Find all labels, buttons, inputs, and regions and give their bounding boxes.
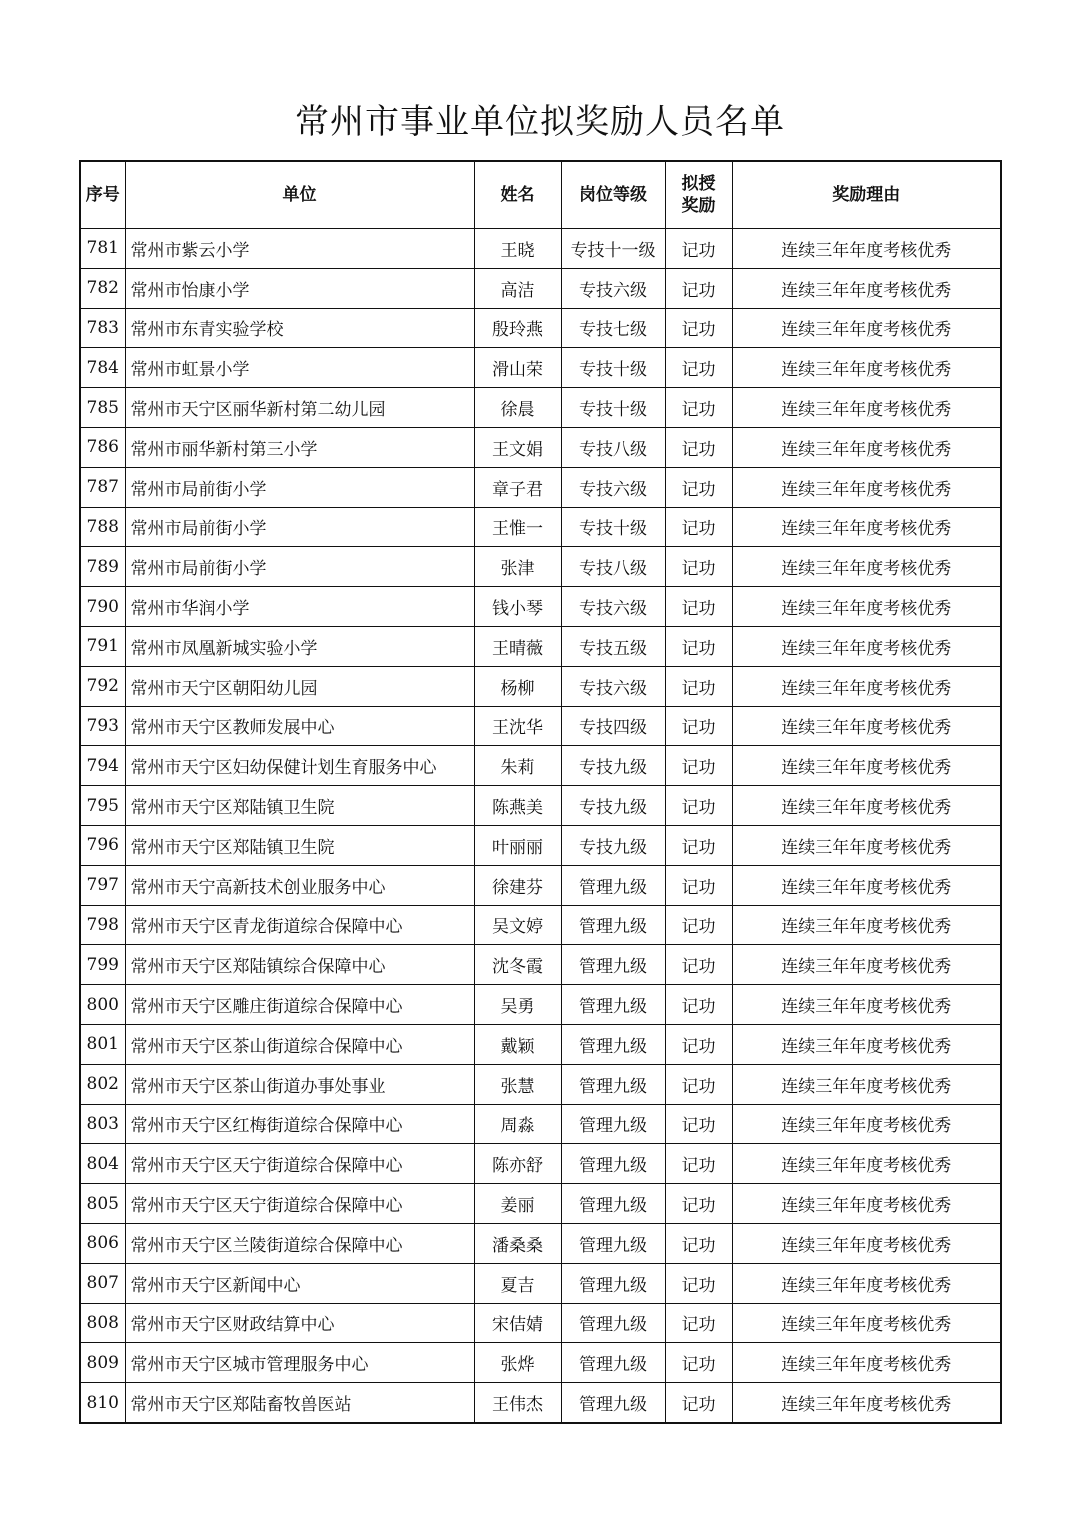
cell-award: 记功 bbox=[665, 1184, 732, 1224]
table-row bbox=[80, 348, 1001, 388]
table-row bbox=[80, 706, 1001, 746]
table-row bbox=[80, 587, 1001, 627]
cell-reason: 连续三年年度考核优秀 bbox=[732, 1223, 1001, 1263]
cell-award: 记功 bbox=[665, 905, 732, 945]
header-unit: 单位 bbox=[125, 161, 474, 229]
cell-seq: 808 bbox=[80, 1303, 125, 1343]
cell-award: 记功 bbox=[665, 1064, 732, 1104]
table-row bbox=[80, 427, 1001, 467]
cell-reason: 连续三年年度考核优秀 bbox=[732, 865, 1001, 905]
cell-unit: 常州市天宁区城市管理服务中心 bbox=[125, 1343, 474, 1383]
table-row bbox=[80, 229, 1001, 269]
table-header-row bbox=[80, 161, 1001, 229]
table-row bbox=[80, 626, 1001, 666]
header-award-line2: 奖励 bbox=[681, 196, 716, 216]
cell-grade: 管理九级 bbox=[561, 1223, 665, 1263]
cell-grade: 管理九级 bbox=[561, 865, 665, 905]
cell-seq: 798 bbox=[80, 905, 125, 945]
cell-unit: 常州市局前街小学 bbox=[125, 467, 474, 507]
cell-reason: 连续三年年度考核优秀 bbox=[732, 626, 1001, 666]
cell-seq: 789 bbox=[80, 547, 125, 587]
cell-reason: 连续三年年度考核优秀 bbox=[732, 388, 1001, 428]
table-row bbox=[80, 1383, 1001, 1423]
cell-grade: 管理九级 bbox=[561, 1383, 665, 1423]
cell-unit: 常州市天宁区茶山街道综合保障中心 bbox=[125, 1024, 474, 1064]
cell-name: 徐晨 bbox=[474, 388, 561, 428]
cell-grade: 专技八级 bbox=[561, 547, 665, 587]
cell-reason: 连续三年年度考核优秀 bbox=[732, 1104, 1001, 1144]
cell-reason: 连续三年年度考核优秀 bbox=[732, 905, 1001, 945]
cell-name: 宋佶婧 bbox=[474, 1303, 561, 1343]
cell-seq: 799 bbox=[80, 945, 125, 985]
cell-unit: 常州市局前街小学 bbox=[125, 547, 474, 587]
cell-seq: 787 bbox=[80, 467, 125, 507]
cell-name: 潘桑桑 bbox=[474, 1223, 561, 1263]
cell-grade: 管理九级 bbox=[561, 985, 665, 1025]
cell-name: 沈冬霞 bbox=[474, 945, 561, 985]
header-award-line1: 拟授 bbox=[681, 174, 716, 194]
cell-grade: 管理九级 bbox=[561, 1144, 665, 1184]
cell-seq: 786 bbox=[80, 427, 125, 467]
cell-reason: 连续三年年度考核优秀 bbox=[732, 1303, 1001, 1343]
cell-award: 记功 bbox=[665, 945, 732, 985]
cell-seq: 781 bbox=[80, 229, 125, 269]
table-row bbox=[80, 1343, 1001, 1383]
cell-award: 记功 bbox=[665, 587, 732, 627]
cell-unit: 常州市局前街小学 bbox=[125, 507, 474, 547]
cell-reason: 连续三年年度考核优秀 bbox=[732, 786, 1001, 826]
cell-grade: 管理九级 bbox=[561, 1184, 665, 1224]
cell-grade: 管理九级 bbox=[561, 1104, 665, 1144]
cell-reason: 连续三年年度考核优秀 bbox=[732, 945, 1001, 985]
cell-name: 夏吉 bbox=[474, 1263, 561, 1303]
cell-unit: 常州市天宁区郑陆镇卫生院 bbox=[125, 786, 474, 826]
cell-seq: 805 bbox=[80, 1184, 125, 1224]
cell-name: 叶丽丽 bbox=[474, 825, 561, 865]
cell-seq: 801 bbox=[80, 1024, 125, 1064]
cell-grade: 专技九级 bbox=[561, 786, 665, 826]
cell-grade: 管理九级 bbox=[561, 1064, 665, 1104]
cell-reason: 连续三年年度考核优秀 bbox=[732, 825, 1001, 865]
cell-name: 朱莉 bbox=[474, 746, 561, 786]
cell-seq: 795 bbox=[80, 786, 125, 826]
cell-award: 记功 bbox=[665, 268, 732, 308]
cell-reason: 连续三年年度考核优秀 bbox=[732, 1383, 1001, 1423]
cell-name: 杨柳 bbox=[474, 666, 561, 706]
cell-name: 殷玲燕 bbox=[474, 308, 561, 348]
cell-award: 记功 bbox=[665, 427, 732, 467]
cell-reason: 连续三年年度考核优秀 bbox=[732, 1064, 1001, 1104]
cell-unit: 常州市天宁区新闻中心 bbox=[125, 1263, 474, 1303]
cell-reason: 连续三年年度考核优秀 bbox=[732, 467, 1001, 507]
cell-name: 章子君 bbox=[474, 467, 561, 507]
header-grade: 岗位等级 bbox=[561, 161, 665, 229]
cell-reason: 连续三年年度考核优秀 bbox=[732, 547, 1001, 587]
cell-name: 戴颖 bbox=[474, 1024, 561, 1064]
cell-grade: 专技六级 bbox=[561, 666, 665, 706]
cell-seq: 793 bbox=[80, 706, 125, 746]
cell-award: 记功 bbox=[665, 229, 732, 269]
cell-name: 陈燕美 bbox=[474, 786, 561, 826]
page-title: 常州市事业单位拟奖励人员名单 bbox=[295, 102, 785, 142]
cell-unit: 常州市天宁区天宁街道综合保障中心 bbox=[125, 1184, 474, 1224]
cell-reason: 连续三年年度考核优秀 bbox=[732, 427, 1001, 467]
cell-name: 王晓 bbox=[474, 229, 561, 269]
cell-unit: 常州市天宁区红梅街道综合保障中心 bbox=[125, 1104, 474, 1144]
cell-name: 吴勇 bbox=[474, 985, 561, 1025]
table-row bbox=[80, 865, 1001, 905]
cell-reason: 连续三年年度考核优秀 bbox=[732, 1343, 1001, 1383]
cell-reason: 连续三年年度考核优秀 bbox=[732, 1144, 1001, 1184]
cell-seq: 796 bbox=[80, 825, 125, 865]
cell-grade: 管理九级 bbox=[561, 1024, 665, 1064]
cell-unit: 常州市天宁区朝阳幼儿园 bbox=[125, 666, 474, 706]
cell-grade: 管理九级 bbox=[561, 1303, 665, 1343]
cell-grade: 专技六级 bbox=[561, 467, 665, 507]
cell-award: 记功 bbox=[665, 1383, 732, 1423]
header-reason: 奖励理由 bbox=[732, 161, 1001, 229]
cell-unit: 常州市天宁区教师发展中心 bbox=[125, 706, 474, 746]
cell-seq: 802 bbox=[80, 1064, 125, 1104]
cell-seq: 785 bbox=[80, 388, 125, 428]
cell-grade: 管理九级 bbox=[561, 1263, 665, 1303]
cell-reason: 连续三年年度考核优秀 bbox=[732, 308, 1001, 348]
cell-grade: 专技十级 bbox=[561, 348, 665, 388]
cell-unit: 常州市凤凰新城实验小学 bbox=[125, 626, 474, 666]
cell-award: 记功 bbox=[665, 388, 732, 428]
cell-unit: 常州市天宁高新技术创业服务中心 bbox=[125, 865, 474, 905]
cell-name: 王伟杰 bbox=[474, 1383, 561, 1423]
cell-award: 记功 bbox=[665, 547, 732, 587]
cell-reason: 连续三年年度考核优秀 bbox=[732, 268, 1001, 308]
cell-name: 王文娟 bbox=[474, 427, 561, 467]
cell-unit: 常州市天宁区财政结算中心 bbox=[125, 1303, 474, 1343]
cell-award: 记功 bbox=[665, 626, 732, 666]
table-row bbox=[80, 1144, 1001, 1184]
table-row bbox=[80, 905, 1001, 945]
cell-award: 记功 bbox=[665, 786, 732, 826]
cell-name: 周淼 bbox=[474, 1104, 561, 1144]
cell-name: 陈亦舒 bbox=[474, 1144, 561, 1184]
cell-name: 钱小琴 bbox=[474, 587, 561, 627]
cell-unit: 常州市紫云小学 bbox=[125, 229, 474, 269]
cell-award: 记功 bbox=[665, 865, 732, 905]
cell-reason: 连续三年年度考核优秀 bbox=[732, 706, 1001, 746]
cell-grade: 专技六级 bbox=[561, 587, 665, 627]
cell-grade: 专技八级 bbox=[561, 427, 665, 467]
cell-grade: 专技九级 bbox=[561, 746, 665, 786]
cell-seq: 791 bbox=[80, 626, 125, 666]
cell-award: 记功 bbox=[665, 1223, 732, 1263]
cell-unit: 常州市天宁区丽华新村第二幼儿园 bbox=[125, 388, 474, 428]
cell-award: 记功 bbox=[665, 746, 732, 786]
cell-reason: 连续三年年度考核优秀 bbox=[732, 587, 1001, 627]
cell-unit: 常州市天宁区郑陆镇卫生院 bbox=[125, 825, 474, 865]
table-row bbox=[80, 985, 1001, 1025]
table-row bbox=[80, 308, 1001, 348]
cell-award: 记功 bbox=[665, 348, 732, 388]
cell-seq: 788 bbox=[80, 507, 125, 547]
cell-unit: 常州市天宁区郑陆畜牧兽医站 bbox=[125, 1383, 474, 1423]
cell-name: 王晴薇 bbox=[474, 626, 561, 666]
table-row bbox=[80, 388, 1001, 428]
cell-name: 徐建芬 bbox=[474, 865, 561, 905]
cell-grade: 专技九级 bbox=[561, 825, 665, 865]
cell-award: 记功 bbox=[665, 1144, 732, 1184]
cell-grade: 管理九级 bbox=[561, 905, 665, 945]
cell-seq: 806 bbox=[80, 1223, 125, 1263]
cell-seq: 803 bbox=[80, 1104, 125, 1144]
cell-name: 姜丽 bbox=[474, 1184, 561, 1224]
table-row bbox=[80, 746, 1001, 786]
cell-name: 吴文婷 bbox=[474, 905, 561, 945]
table-row bbox=[80, 1223, 1001, 1263]
table-row bbox=[80, 786, 1001, 826]
cell-award: 记功 bbox=[665, 467, 732, 507]
cell-grade: 专技五级 bbox=[561, 626, 665, 666]
table-row bbox=[80, 1104, 1001, 1144]
table-body bbox=[80, 229, 1001, 1423]
cell-unit: 常州市天宁区妇幼保健计划生育服务中心 bbox=[125, 746, 474, 786]
table-row bbox=[80, 1263, 1001, 1303]
table-row bbox=[80, 268, 1001, 308]
table-row bbox=[80, 825, 1001, 865]
cell-award: 记功 bbox=[665, 507, 732, 547]
table-row bbox=[80, 507, 1001, 547]
cell-name: 滑山荣 bbox=[474, 348, 561, 388]
cell-grade: 专技十级 bbox=[561, 388, 665, 428]
cell-seq: 804 bbox=[80, 1144, 125, 1184]
table-row bbox=[80, 1064, 1001, 1104]
cell-award: 记功 bbox=[665, 1024, 732, 1064]
table-row bbox=[80, 467, 1001, 507]
cell-reason: 连续三年年度考核优秀 bbox=[732, 1184, 1001, 1224]
cell-reason: 连续三年年度考核优秀 bbox=[732, 666, 1001, 706]
cell-unit: 常州市丽华新村第三小学 bbox=[125, 427, 474, 467]
cell-grade: 管理九级 bbox=[561, 1343, 665, 1383]
cell-name: 张津 bbox=[474, 547, 561, 587]
cell-unit: 常州市天宁区郑陆镇综合保障中心 bbox=[125, 945, 474, 985]
cell-seq: 794 bbox=[80, 746, 125, 786]
cell-unit: 常州市天宁区雕庄街道综合保障中心 bbox=[125, 985, 474, 1025]
cell-reason: 连续三年年度考核优秀 bbox=[732, 507, 1001, 547]
cell-grade: 专技十级 bbox=[561, 507, 665, 547]
cell-award: 记功 bbox=[665, 985, 732, 1025]
cell-grade: 专技七级 bbox=[561, 308, 665, 348]
cell-grade: 专技六级 bbox=[561, 268, 665, 308]
cell-unit: 常州市华润小学 bbox=[125, 587, 474, 627]
cell-seq: 792 bbox=[80, 666, 125, 706]
cell-name: 王惟一 bbox=[474, 507, 561, 547]
cell-grade: 专技十一级 bbox=[561, 229, 665, 269]
cell-unit: 常州市虹景小学 bbox=[125, 348, 474, 388]
header-award bbox=[665, 161, 732, 229]
header-seq: 序号 bbox=[80, 161, 125, 229]
cell-award: 记功 bbox=[665, 666, 732, 706]
cell-grade: 专技四级 bbox=[561, 706, 665, 746]
award-list-table bbox=[79, 160, 1002, 1424]
cell-name: 张烨 bbox=[474, 1343, 561, 1383]
cell-seq: 783 bbox=[80, 308, 125, 348]
cell-name: 高洁 bbox=[474, 268, 561, 308]
cell-reason: 连续三年年度考核优秀 bbox=[732, 229, 1001, 269]
cell-grade: 管理九级 bbox=[561, 945, 665, 985]
cell-unit: 常州市天宁区青龙街道综合保障中心 bbox=[125, 905, 474, 945]
cell-unit: 常州市怡康小学 bbox=[125, 268, 474, 308]
cell-name: 张慧 bbox=[474, 1064, 561, 1104]
cell-reason: 连续三年年度考核优秀 bbox=[732, 746, 1001, 786]
cell-unit: 常州市天宁区茶山街道办事处事业 bbox=[125, 1064, 474, 1104]
cell-award: 记功 bbox=[665, 1343, 732, 1383]
table-row bbox=[80, 666, 1001, 706]
cell-name: 王沈华 bbox=[474, 706, 561, 746]
cell-seq: 800 bbox=[80, 985, 125, 1025]
table-row bbox=[80, 945, 1001, 985]
cell-award: 记功 bbox=[665, 706, 732, 746]
cell-seq: 810 bbox=[80, 1383, 125, 1423]
table-row bbox=[80, 1024, 1001, 1064]
cell-reason: 连续三年年度考核优秀 bbox=[732, 348, 1001, 388]
cell-seq: 782 bbox=[80, 268, 125, 308]
cell-seq: 790 bbox=[80, 587, 125, 627]
cell-award: 记功 bbox=[665, 308, 732, 348]
cell-award: 记功 bbox=[665, 825, 732, 865]
cell-unit: 常州市天宁区天宁街道综合保障中心 bbox=[125, 1144, 474, 1184]
table-row bbox=[80, 547, 1001, 587]
header-name: 姓名 bbox=[474, 161, 561, 229]
cell-unit: 常州市天宁区兰陵街道综合保障中心 bbox=[125, 1223, 474, 1263]
cell-award: 记功 bbox=[665, 1104, 732, 1144]
cell-reason: 连续三年年度考核优秀 bbox=[732, 1024, 1001, 1064]
cell-award: 记功 bbox=[665, 1303, 732, 1343]
cell-seq: 784 bbox=[80, 348, 125, 388]
table-row bbox=[80, 1303, 1001, 1343]
cell-seq: 809 bbox=[80, 1343, 125, 1383]
cell-reason: 连续三年年度考核优秀 bbox=[732, 985, 1001, 1025]
cell-unit: 常州市东青实验学校 bbox=[125, 308, 474, 348]
cell-seq: 807 bbox=[80, 1263, 125, 1303]
cell-seq: 797 bbox=[80, 865, 125, 905]
table-row bbox=[80, 1184, 1001, 1224]
cell-award: 记功 bbox=[665, 1263, 732, 1303]
cell-reason: 连续三年年度考核优秀 bbox=[732, 1263, 1001, 1303]
